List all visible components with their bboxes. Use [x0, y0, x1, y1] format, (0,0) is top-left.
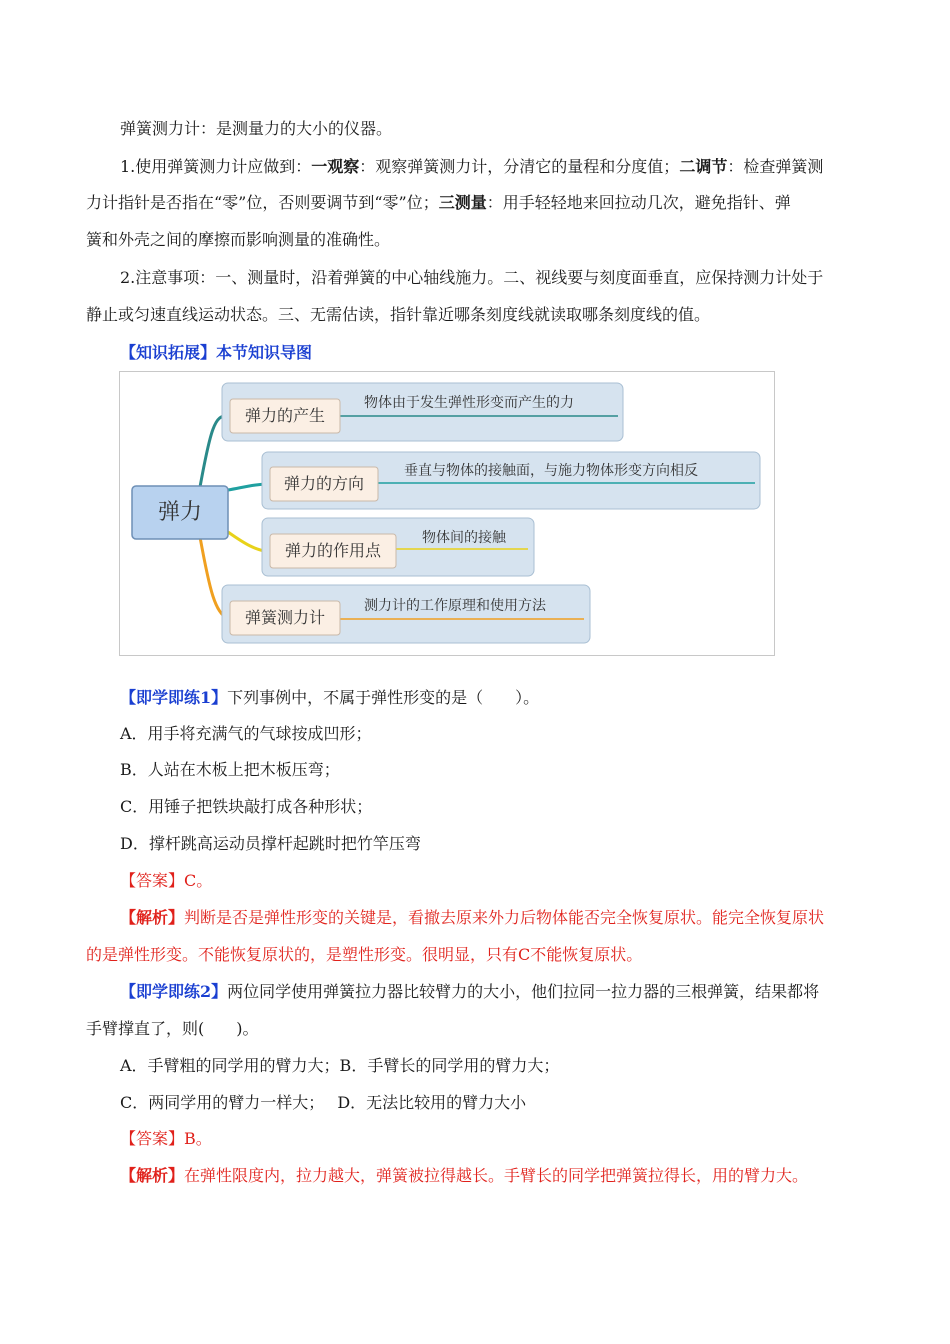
root-label: 弹力: [157, 500, 202, 525]
extension-heading: 【知识拓展】本节知识导图: [120, 343, 313, 362]
q2-analysis: 【解析】在弹性限度内，拉力越大，弹簧被拉得越长。手臂长的同学把弹簧拉得长，用的臂力大。: [120, 1166, 809, 1185]
q1-option-d: D．撑杆跳高运动员撑杆起跳时把竹竿压弯: [120, 834, 421, 853]
q1-answer: 【答案】C。: [120, 871, 213, 890]
q2-answer: 【答案】B。: [120, 1129, 212, 1148]
branch-desc-2: 垂直与物体的接触面，与施力物体形变方向相反: [404, 463, 698, 479]
branch-desc-4: 测力计的工作原理和使用方法: [364, 598, 546, 614]
branch-label-1: 弹力的产生: [244, 406, 325, 425]
q2-stem-line-1: 【即学即练2】两位同学使用弹簧拉力器比较臂力的大小，他们拉同一拉力器的三根弹簧，结果都将: [120, 982, 820, 1001]
q1-option-b: B．人站在木板上把木板压弯；: [120, 760, 340, 779]
notes-line-2: 静止或匀速直线运动状态。三、无需估读，指针靠近哪条刻度线就读取哪条刻度线的值。: [86, 305, 711, 324]
branch-desc-1: 物体由于发生弹性形变而产生的力: [364, 395, 574, 411]
mindmap: [119, 371, 775, 656]
intro-line: 弹簧测力计：是测量力的大小的仪器。: [120, 119, 393, 138]
branch-label-3: 弹力的作用点: [284, 541, 381, 560]
notes-line-1: 2.注意事项：一、测量时，沿着弹簧的中心轴线施力。二、视线要与刻度面垂直，应保持测力计处于: [120, 268, 824, 287]
q2-stem-line-2: 手臂撑直了，则( )。: [86, 1019, 259, 1038]
q1-option-a: A．用手将充满气的气球按成凹形；: [120, 724, 372, 743]
q1-analysis-line-2: 的是弹性形变。不能恢复原状的，是塑性形变。很明显，只有C不能恢复原状。: [86, 945, 643, 964]
q1-analysis-line-1: 【解析】判断是否是弹性形变的关键是，看撤去原来外力后物体能否完全恢复原状。能完全恢复原状: [120, 908, 825, 927]
usage-line-3: 簧和外壳之间的摩擦而影响测量的准确性。: [86, 230, 391, 249]
branch-desc-3: 物体间的接触: [422, 530, 506, 546]
branch-label-4: 弹簧测力计: [244, 608, 325, 627]
q1-option-c: C．用锤子把铁块敲打成各种形状；: [120, 797, 373, 816]
q1-stem: 【即学即练1】下列事例中，不属于弹性形变的是（ ）。: [120, 688, 540, 707]
usage-line-1: 1.使用弹簧测力计应做到：一观察：观察弹簧测力计，分清它的量程和分度值；二调节：检查弹簧测: [120, 157, 824, 176]
q2-options-line-2: C．两同学用的臂力一样大； D．无法比较用的臂力大小: [120, 1093, 527, 1112]
q2-options-line-1: A．手臂粗的同学用的臂力大；B．手臂长的同学用的臂力大；: [120, 1056, 560, 1075]
usage-line-2: 力计指针是否指在“零”位，否则要调节到“零”位；三测量：用手轻轻地来回拉动几次，避免指针、弹: [86, 193, 791, 212]
branch-label-2: 弹力的方向: [283, 474, 364, 493]
